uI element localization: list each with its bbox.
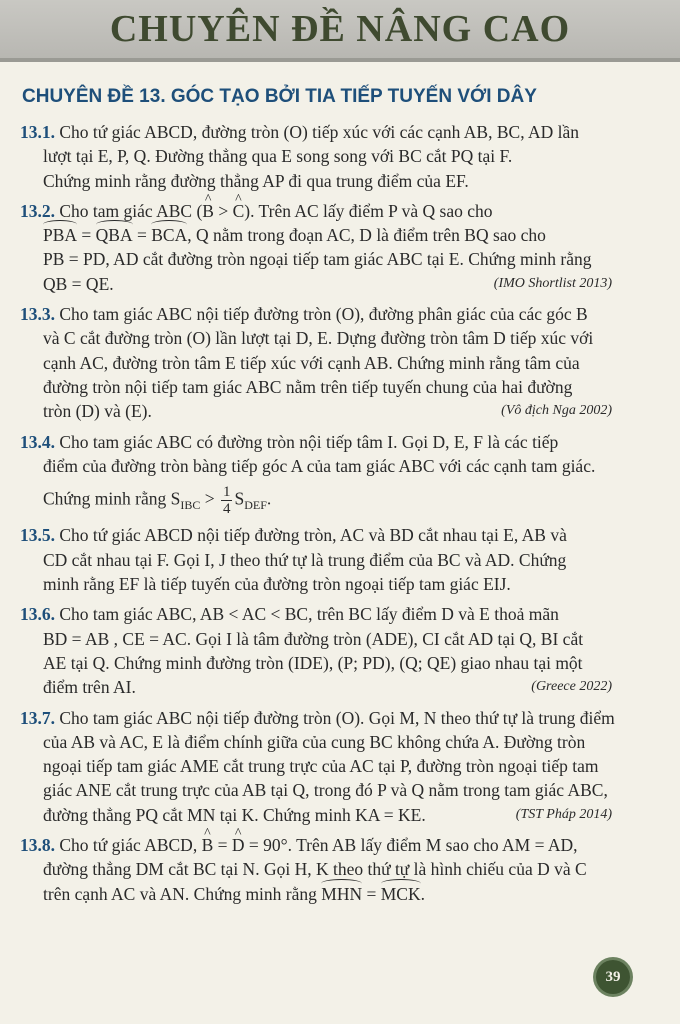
- problem-text: Cho tứ giác ABCD, đường tròn (O) tiếp xúc với các cạnh AB, BC, AD lần: [55, 122, 580, 142]
- problem-text: điểm trên AI.: [43, 677, 136, 698]
- angle-b: ^ B: [202, 199, 214, 223]
- problem-13-5: [20, 523, 636, 596]
- problem-number: 13.2.: [20, 200, 55, 221]
- problem-text: Cho tứ giác ABCD,: [55, 835, 202, 856]
- chapter-title: CHUYÊN ĐỀ NÂNG CAO: [109, 8, 571, 50]
- math-op: =: [77, 225, 96, 246]
- problem-source: (Vô địch Nga 2002): [501, 403, 612, 419]
- problem-number: 13.5.: [20, 525, 55, 546]
- problem-13-1: [20, 120, 636, 193]
- arc-mhn: MHN: [321, 882, 362, 906]
- problem-text: ngoại tiếp tam giác AME cắt trung trực của AC tại P, đường tròn ngoại tiếp tam: [43, 756, 599, 777]
- angle-b: ^ B: [202, 833, 214, 857]
- problem-text: = 90°. Trên AB lấy điểm M sao cho AM = AD,: [244, 835, 578, 856]
- problem-list: [20, 120, 636, 912]
- problem-13-7: [20, 706, 636, 827]
- problem-text: BD = AB , CE = AC. Gọi I là tâm đường tròn (ADE), CI cắt AD tại Q, BI cắt: [43, 628, 584, 649]
- math-op: =: [213, 835, 232, 856]
- problem-text: .: [266, 488, 272, 509]
- subscript: DEF: [244, 498, 267, 513]
- problem-text: và C cắt đường tròn (O) lần lượt tại D, E. Dựng đường tròn tâm D tiếp xúc với: [43, 328, 594, 349]
- problem-number: 13.8.: [20, 835, 55, 856]
- problem-text: , Q nằm trong đoạn AC, D là điểm trên BQ sao cho: [187, 225, 546, 246]
- problem-13-3: [20, 302, 636, 423]
- fraction: [221, 484, 233, 517]
- problem-text: điểm của đường tròn bàng tiếp góc A của tam giác ABC với các cạnh tam giác.: [43, 455, 596, 476]
- problem-text: trên cạnh AC và AN. Chứng minh rằng: [43, 883, 322, 904]
- problem-number: 13.7.: [20, 707, 55, 728]
- problem-text: giác ANE cắt trung trực của AB tại Q, trong đó P và Q nằm trong tam giác ABC,: [43, 780, 608, 801]
- problem-text: đường tròn nội tiếp tam giác ABC nằm trên tiếp tuyến chung của hai đường: [43, 376, 573, 397]
- math-op: >: [213, 200, 233, 221]
- math-op: =: [362, 883, 381, 904]
- fraction-denominator: 4: [222, 501, 231, 518]
- math-op: =: [132, 225, 152, 246]
- problem-text: QB = QE.: [43, 273, 114, 294]
- header-divider: [0, 58, 680, 62]
- problem-text: của AB và AC, E là điểm chính giữa của cung BC không chứa A. Đường tròn: [43, 731, 586, 752]
- problem-13-8: [20, 833, 636, 906]
- fraction-numerator: 1: [222, 484, 231, 501]
- section-title: CHUYÊN ĐỀ 13. GÓC TẠO BỞI TIA TIẾP TUYẾN VỚI DÂY: [22, 86, 537, 107]
- problem-number: 13.6.: [20, 604, 55, 625]
- problem-text: đường thẳng PQ cắt MN tại K. Chứng minh KA = KE.: [43, 804, 426, 825]
- problem-text: AE tại Q. Chứng minh đường tròn (IDE), (P; PD), (Q; QE) giao nhau tại một: [43, 652, 583, 673]
- problem-text: S: [234, 488, 245, 509]
- problem-text: Cho tam giác ABC nội tiếp đường tròn (O). Gọi M, N theo thứ tự là trung điểm: [55, 707, 615, 728]
- problem-text: ). Trên AC lấy điểm P và Q sao cho: [244, 200, 493, 221]
- problem-text: Cho tam giác ABC nội tiếp đường tròn (O), đường phân giác của các góc B: [55, 304, 588, 325]
- problem-13-6: [20, 602, 636, 699]
- problem-text: Cho tứ giác ABCD nội tiếp đường tròn, AC và BD cắt nhau tại E, AB và: [55, 525, 567, 546]
- problem-text: lượt tại E, P, Q. Đường thẳng qua E song song với BC cắt PQ tại F.: [43, 146, 513, 167]
- arc-pba: PBA: [43, 223, 77, 247]
- chapter-header: [0, 0, 680, 58]
- problem-text: đường thẳng DM cắt BC tại N. Gọi H, K theo thứ tự là hình chiếu của D và C: [43, 859, 587, 880]
- problem-number: 13.3.: [20, 304, 55, 325]
- problem-text: cạnh AC, đường tròn tâm E tiếp xúc với cạnh AB. Chứng minh rằng tâm của: [43, 352, 580, 373]
- problem-13-2: [20, 199, 636, 296]
- arc-qba: QBA: [96, 223, 133, 247]
- problem-source: (TST Pháp 2014): [515, 806, 612, 822]
- problem-text: Chứng minh rằng S: [43, 488, 181, 509]
- problem-text: tròn (D) và (E).: [43, 401, 152, 422]
- problem-source: (Greece 2022): [531, 679, 612, 695]
- problem-text: Cho tam giác ABC (: [55, 200, 203, 221]
- problem-text: minh rằng EF là tiếp tuyến của đường tròn ngoại tiếp tam giác EIJ.: [43, 574, 511, 595]
- problem-text: Cho tam giác ABC có đường tròn nội tiếp tâm I. Gọi D, E, F là các tiếp: [55, 431, 559, 452]
- angle-d: ^ D: [232, 833, 245, 857]
- problem-text: Chứng minh rằng đường thẳng AP đi qua trung điểm của EF.: [43, 170, 469, 191]
- problem-text: CD cắt nhau tại F. Gọi I, J theo thứ tự là trung điểm của BC và AD. Chứng: [43, 549, 567, 570]
- arc-mck: MCK: [381, 882, 421, 906]
- subscript: IBC: [180, 498, 201, 513]
- math-op: >: [200, 488, 219, 509]
- problem-13-4: [20, 430, 636, 518]
- page-number-badge: 39: [596, 960, 630, 994]
- angle-c: ^ C: [233, 199, 245, 223]
- problem-text: PB = PD, AD cắt đường tròn ngoại tiếp tam giác ABC tại E. Chứng minh rằng: [43, 249, 592, 270]
- problem-number: 13.4.: [20, 431, 55, 452]
- problem-source: (IMO Shortlist 2013): [493, 275, 612, 291]
- problem-text: .: [420, 883, 425, 904]
- arc-bca: BCA: [151, 223, 187, 247]
- problem-text: Cho tam giác ABC, AB < AC < BC, trên BC lấy điểm D và E thoả mãn: [55, 604, 559, 625]
- problem-number: 13.1.: [20, 122, 55, 142]
